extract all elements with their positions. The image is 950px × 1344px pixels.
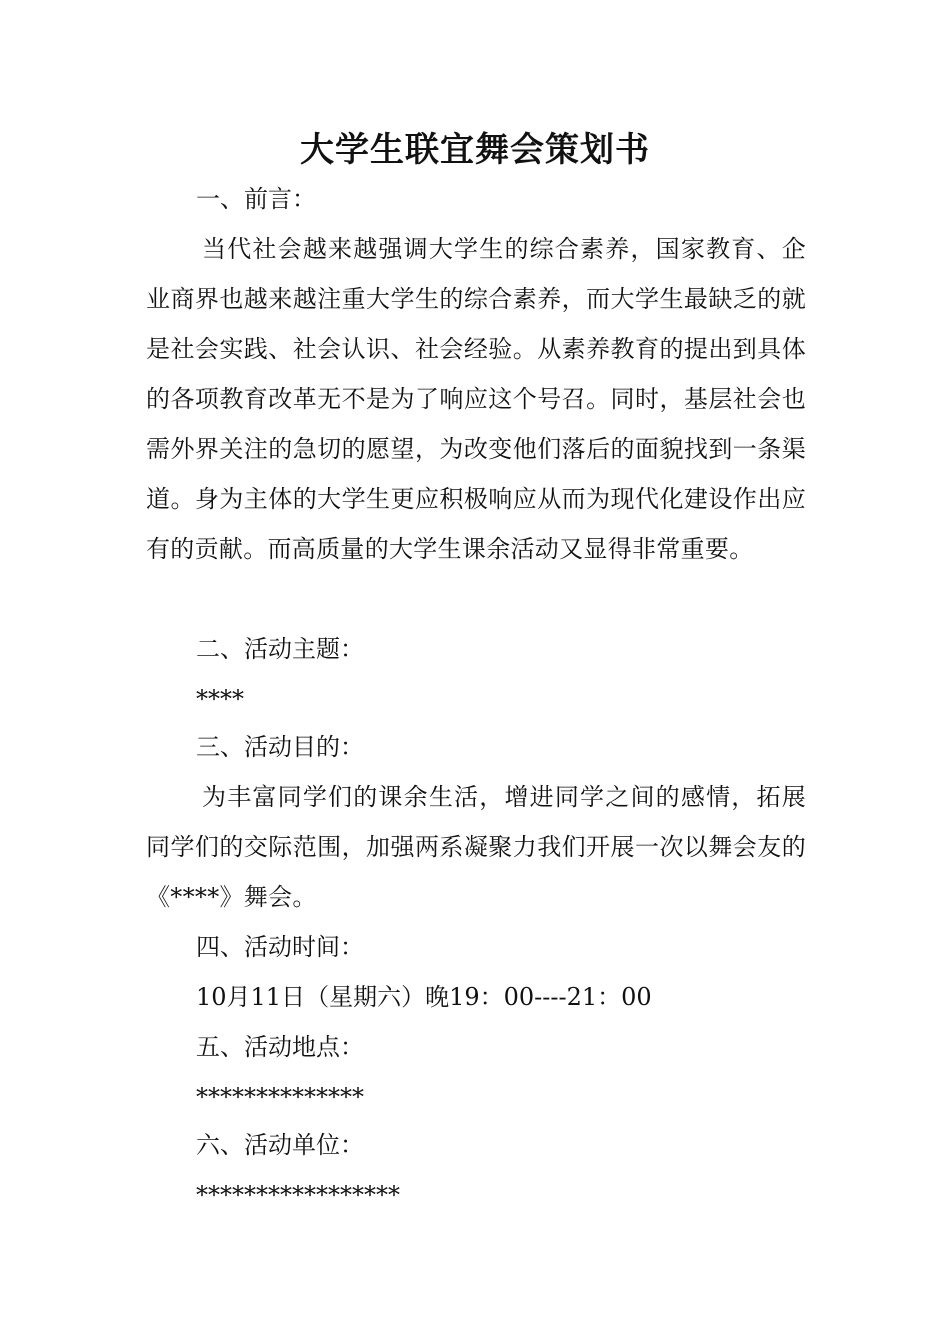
section-value: **** bbox=[196, 685, 244, 713]
section-organizer bbox=[146, 1120, 806, 1220]
section-time bbox=[146, 922, 806, 1022]
section-paragraph: 为丰富同学们的课余生活，增进同学之间的感情，拓展同学们的交际范围，加强两系凝聚力我们开展一次以舞会友的《****》舞会。 bbox=[146, 783, 806, 911]
section-value: ***************** bbox=[196, 1181, 400, 1209]
section-value: 10月11日（星期六）晚19：00----21：00 bbox=[196, 983, 652, 1011]
section-location bbox=[146, 1022, 806, 1122]
section-heading: 一、前言： bbox=[196, 185, 316, 213]
section-heading: 五、活动地点： bbox=[196, 1033, 364, 1061]
section-heading: 三、活动目的： bbox=[196, 733, 364, 761]
section-theme bbox=[146, 624, 806, 724]
document-title: 大学生联宜舞会策划书 bbox=[300, 130, 650, 170]
section-heading: 六、活动单位： bbox=[196, 1131, 364, 1159]
section-heading: 四、活动时间： bbox=[196, 933, 364, 961]
section-value: ************** bbox=[196, 1083, 364, 1111]
section-heading: 二、活动主题： bbox=[196, 635, 364, 663]
section-paragraph: 当代社会越来越强调大学生的综合素养，国家教育、企业商界也越来越注重大学生的综合素养，而大学生最缺乏的就是社会实践、社会认识、社会经验。从素养教育的提出到具体的各项教育改革无不是为了响应这个号召。同时，基层社会也需外界关注的急切的愿望，为改变他们落后的面貌找到一条渠道。身为主体的大学生更应积极响应从而为现代化建设作出应有的贡献。而高质量的大学生课余活动又显得非常重要。 bbox=[146, 235, 806, 563]
section-purpose bbox=[146, 722, 806, 922]
section-preface bbox=[146, 174, 806, 574]
